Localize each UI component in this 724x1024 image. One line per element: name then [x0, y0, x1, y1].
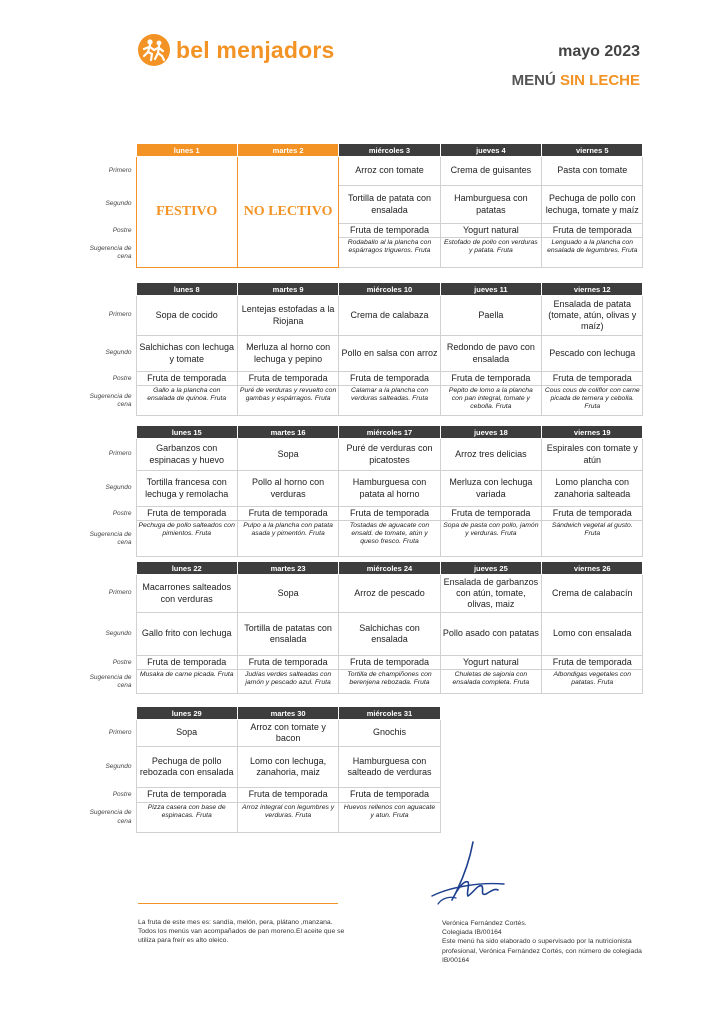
- menu-cell-sugerencia: Huevos rellenos con aguacate y atun. Fruta: [339, 803, 440, 833]
- menu-cell-primero: Lentejas estofadas a la Riojana: [237, 296, 338, 336]
- menu-title: [512, 72, 640, 89]
- row-label-segundo: Segundo: [105, 349, 132, 357]
- day-header: jueves 4: [440, 144, 541, 157]
- row-label-primero: Primero: [108, 728, 132, 736]
- day-header: lunes 1: [136, 144, 237, 157]
- menu-cell-primero: Sopa: [136, 720, 237, 747]
- menu-cell-sugerencia: Tostadas de aguacate con ensald. de tomate, atún y queso fresco. Fruta: [339, 521, 440, 557]
- menu-cell-primero: Crema de guisantes: [440, 157, 541, 186]
- day-header: lunes 8: [136, 283, 237, 296]
- day-header: miércoles 10: [339, 283, 440, 296]
- menu-cell-primero: Garbanzos con espinacas y huevo: [136, 439, 237, 471]
- menu-cell-sugerencia: Musaka de carne picada. Fruta: [136, 670, 237, 694]
- row-label-sugerencia: Sugerencia de cena: [89, 392, 132, 408]
- menu-cell-postre: Fruta de temporada: [339, 224, 440, 238]
- row-label-sugerencia: Sugerencia de cena: [89, 809, 132, 825]
- day-header: martes 23: [237, 562, 338, 575]
- menu-cell-sugerencia: Albondigas vegetales con patatas. Fruta: [542, 670, 643, 694]
- menu-cell-postre: Fruta de temporada: [542, 224, 643, 238]
- brand-name: bel menjadors: [176, 36, 335, 63]
- menu-cell-sugerencia: Arroz integral con legumbres y verduras. Fruta: [237, 803, 338, 833]
- nutritionist-statement: Este menú ha sido elaborado o supervisado por la nutricionista profesional, Verónica Fernández Cortés, con número de colegiada IB/00164: [442, 938, 642, 964]
- menu-cell-segundo: Lomo con ensalada: [542, 613, 643, 656]
- menu-cell-sugerencia: Judías verdes salteadas con jamón y pescado azul. Fruta: [237, 670, 338, 694]
- menu-cell-segundo: Pollo al horno con verduras: [237, 471, 338, 507]
- menu-type: SIN LECHE: [559, 72, 640, 89]
- menu-cell-sugerencia: Pepito de lomo a la plancha con pan integral, tomate y cebolla. Fruta: [440, 386, 541, 416]
- menu-cell-segundo: Hamburguesa con patatas: [440, 186, 541, 224]
- menu-cell-sugerencia: Rodaballo al la plancha con espárragos trigueros. Fruta: [339, 238, 440, 268]
- day-header: lunes 29: [136, 707, 237, 720]
- day-header: miércoles 31: [339, 707, 440, 720]
- row-label-postre: Postre: [112, 790, 132, 798]
- menu-cell-primero: Sopa: [237, 439, 338, 471]
- menu-cell-primero: Arroz tres delicias: [440, 439, 541, 471]
- day-header: martes 30: [237, 707, 338, 720]
- menu-cell-segundo: Tortilla de patata con ensalada: [339, 186, 440, 224]
- menu-cell-primero: Crema de calabaza: [339, 296, 440, 336]
- menu-cell-sugerencia: Tortilla de champiñones con berenjena rebozada. Fruta: [339, 670, 440, 694]
- menu-cell-postre: Fruta de temporada: [136, 372, 237, 386]
- menu-cell-postre: Fruta de temporada: [237, 372, 338, 386]
- menu-cell-sugerencia: Pizza casera con base de espinacas. Fruta: [136, 803, 237, 833]
- menu-cell-sugerencia: Lenguado a la plancha con ensalada de legumbres. Fruta: [542, 238, 643, 268]
- menu-cell-sugerencia: Sopa de pasta con pollo, jamón y verduras. Fruta: [440, 521, 541, 557]
- menu-cell-primero: Arroz de pescado: [339, 575, 440, 613]
- menu-cell-segundo: Redondo de pavo con ensalada: [440, 336, 541, 372]
- row-label-postre: Postre: [112, 509, 132, 517]
- menu-cell-segundo: Hamburguesa con patata al horno: [339, 471, 440, 507]
- week-2-table: [78, 282, 643, 416]
- menu-cell-sugerencia: Estofado de pollo con verduras y patata. Fruta: [440, 238, 541, 268]
- month-title: mayo 2023: [558, 43, 640, 60]
- menu-cell-segundo: Tortilla francesa con lechuga y remolacha: [136, 471, 237, 507]
- day-header: martes 9: [237, 283, 338, 296]
- menu-cell-segundo: Pechuga de pollo con lechuga, tomate y maíz: [542, 186, 643, 224]
- menu-cell-primero: Paella: [440, 296, 541, 336]
- row-label-primero: Primero: [108, 589, 132, 597]
- nutritionist-id: Colegiada IB/00164: [442, 929, 502, 937]
- week-3-table: [78, 425, 643, 557]
- menu-cell-postre: Fruta de temporada: [339, 372, 440, 386]
- menu-cell-primero: Macarrones salteados con verduras: [136, 575, 237, 613]
- menu-cell-primero: Sopa: [237, 575, 338, 613]
- day-header: martes 16: [237, 426, 338, 439]
- menu-cell-postre: Fruta de temporada: [440, 372, 541, 386]
- closed-day-no-lectivo: NO LECTIVO: [237, 157, 338, 268]
- menu-cell-sugerencia: Pulpo a la plancha con patata asada y pimentón. Fruta: [237, 521, 338, 557]
- day-header: miércoles 3: [339, 144, 440, 157]
- footer-divider: [138, 903, 338, 904]
- row-label-sugerencia: Sugerencia de cena: [89, 244, 132, 260]
- row-label-primero: Primero: [108, 450, 132, 458]
- menu-cell-primero: Puré de verduras con picatostes: [339, 439, 440, 471]
- menu-cell-primero: Espirales con tomate y atún: [542, 439, 643, 471]
- menu-cell-segundo: Pechuga de pollo rebozada con ensalada: [136, 747, 237, 788]
- menu-cell-segundo: Hamburguesa con salteado de verduras: [339, 747, 440, 788]
- menu-cell-primero: Crema de calabacín: [542, 575, 643, 613]
- row-label-postre: Postre: [112, 658, 132, 666]
- footer-note: La fruta de este mes es: sandía, melón, pera, plátano ,manzana. Todos los menús van acompañados de pan moreno.El aceite que se utiliza para freír es alto oleico.: [138, 919, 345, 945]
- menu-cell-postre: Fruta de temporada: [136, 788, 237, 803]
- day-header: viernes 19: [542, 426, 643, 439]
- row-label-segundo: Segundo: [105, 629, 132, 637]
- kids-running-icon: [138, 34, 170, 66]
- nutritionist-name: Verónica Fernández Cortés.: [442, 920, 527, 927]
- day-header: martes 2: [237, 144, 338, 157]
- menu-cell-postre: Fruta de temporada: [542, 656, 643, 670]
- closed-day-festivo: FESTIVO: [136, 157, 237, 268]
- row-label-sugerencia: Sugerencia de cena: [89, 673, 132, 689]
- menu-cell-segundo: Salchichas con ensalada: [339, 613, 440, 656]
- menu-cell-primero: Ensalada de garbanzos con atún, tomate, olivas, maiz: [440, 575, 541, 613]
- row-label-primero: Primero: [108, 311, 132, 319]
- menu-cell-postre: Fruta de temporada: [339, 656, 440, 670]
- menu-cell-postre: Fruta de temporada: [237, 788, 338, 803]
- menu-cell-sugerencia: Calamar a la plancha con verduras salteadas. Fruta: [339, 386, 440, 416]
- week-4-table: [78, 561, 643, 694]
- menu-cell-sugerencia: Sándwich vegetal al gusto. Fruta: [542, 521, 643, 557]
- row-label-postre: Postre: [112, 226, 132, 234]
- menu-cell-postre: Fruta de temporada: [542, 507, 643, 521]
- row-label-postre: Postre: [112, 374, 132, 382]
- row-label-sugerencia: Sugerencia de cena: [89, 530, 132, 546]
- brand-logo: [138, 34, 335, 66]
- menu-cell-primero: Arroz con tomate: [339, 157, 440, 186]
- menu-prefix: MENÚ: [511, 72, 556, 89]
- menu-cell-segundo: Lomo con lechuga, zanahoria, maiz: [237, 747, 338, 788]
- menu-cell-sugerencia: Pechuga de pollo salteados con pimientos. Fruta: [136, 521, 237, 557]
- day-header: lunes 15: [136, 426, 237, 439]
- week-1-table: [78, 143, 643, 268]
- menu-cell-sugerencia: Cous cous de coliflor con carne picada de ternera y cebolla. Fruta: [542, 386, 643, 416]
- day-header: jueves 11: [440, 283, 541, 296]
- menu-cell-postre: Fruta de temporada: [237, 656, 338, 670]
- menu-cell-primero: Arroz con tomate y bacon: [237, 720, 338, 747]
- row-label-primero: Primero: [108, 166, 132, 174]
- menu-cell-segundo: Pescado con lechuga: [542, 336, 643, 372]
- day-header: viernes 12: [542, 283, 643, 296]
- menu-cell-postre: Fruta de temporada: [542, 372, 643, 386]
- row-label-segundo: Segundo: [105, 200, 132, 208]
- menu-cell-segundo: Gallo frito con lechuga: [136, 613, 237, 656]
- menu-cell-primero: Gnochis: [339, 720, 440, 747]
- menu-cell-sugerencia: Chuletas de sajonia con ensalada completa. Fruta: [440, 670, 541, 694]
- menu-cell-postre: Fruta de temporada: [136, 507, 237, 521]
- menu-cell-segundo: Lomo plancha con zanahoria salteada: [542, 471, 643, 507]
- menu-cell-postre: Fruta de temporada: [136, 656, 237, 670]
- menu-cell-primero: Ensalada de patata (tomate, atún, olivas y maíz): [542, 296, 643, 336]
- row-label-segundo: Segundo: [105, 484, 132, 492]
- signature-image: [428, 838, 508, 914]
- menu-cell-primero: Sopa de cocido: [136, 296, 237, 336]
- nutritionist-block: [442, 919, 652, 965]
- menu-cell-postre: Fruta de temporada: [339, 507, 440, 521]
- menu-cell-primero: Pasta con tomate: [542, 157, 643, 186]
- day-header: viernes 5: [542, 144, 643, 157]
- menu-cell-segundo: Merluza al horno con lechuga y pepino: [237, 336, 338, 372]
- menu-cell-sugerencia: Puré de verduras y revuelto con gambas y espárragos. Fruta: [237, 386, 338, 416]
- row-label-segundo: Segundo: [105, 762, 132, 770]
- menu-cell-segundo: Pollo en salsa con arroz: [339, 336, 440, 372]
- day-header: miércoles 24: [339, 562, 440, 575]
- day-header: miércoles 17: [339, 426, 440, 439]
- menu-cell-postre: Fruta de temporada: [339, 788, 440, 803]
- menu-cell-segundo: Tortilla de patatas con ensalada: [237, 613, 338, 656]
- week-5-table: [78, 706, 643, 833]
- menu-cell-postre: Fruta de temporada: [237, 507, 338, 521]
- menu-cell-segundo: Pollo asado con patatas: [440, 613, 541, 656]
- day-header: jueves 18: [440, 426, 541, 439]
- day-header: viernes 26: [542, 562, 643, 575]
- menu-cell-postre: Yogurt natural: [440, 224, 541, 238]
- day-header: lunes 22: [136, 562, 237, 575]
- menu-cell-sugerencia: Gallo a la plancha con ensalada de quinoa. Fruta: [136, 386, 237, 416]
- menu-cell-postre: Yogurt natural: [440, 656, 541, 670]
- menu-cell-postre: Fruta de temporada: [440, 507, 541, 521]
- menu-cell-segundo: Salchichas con lechuga y tomate: [136, 336, 237, 372]
- day-header: jueves 25: [440, 562, 541, 575]
- menu-cell-segundo: Merluza con lechuga variada: [440, 471, 541, 507]
